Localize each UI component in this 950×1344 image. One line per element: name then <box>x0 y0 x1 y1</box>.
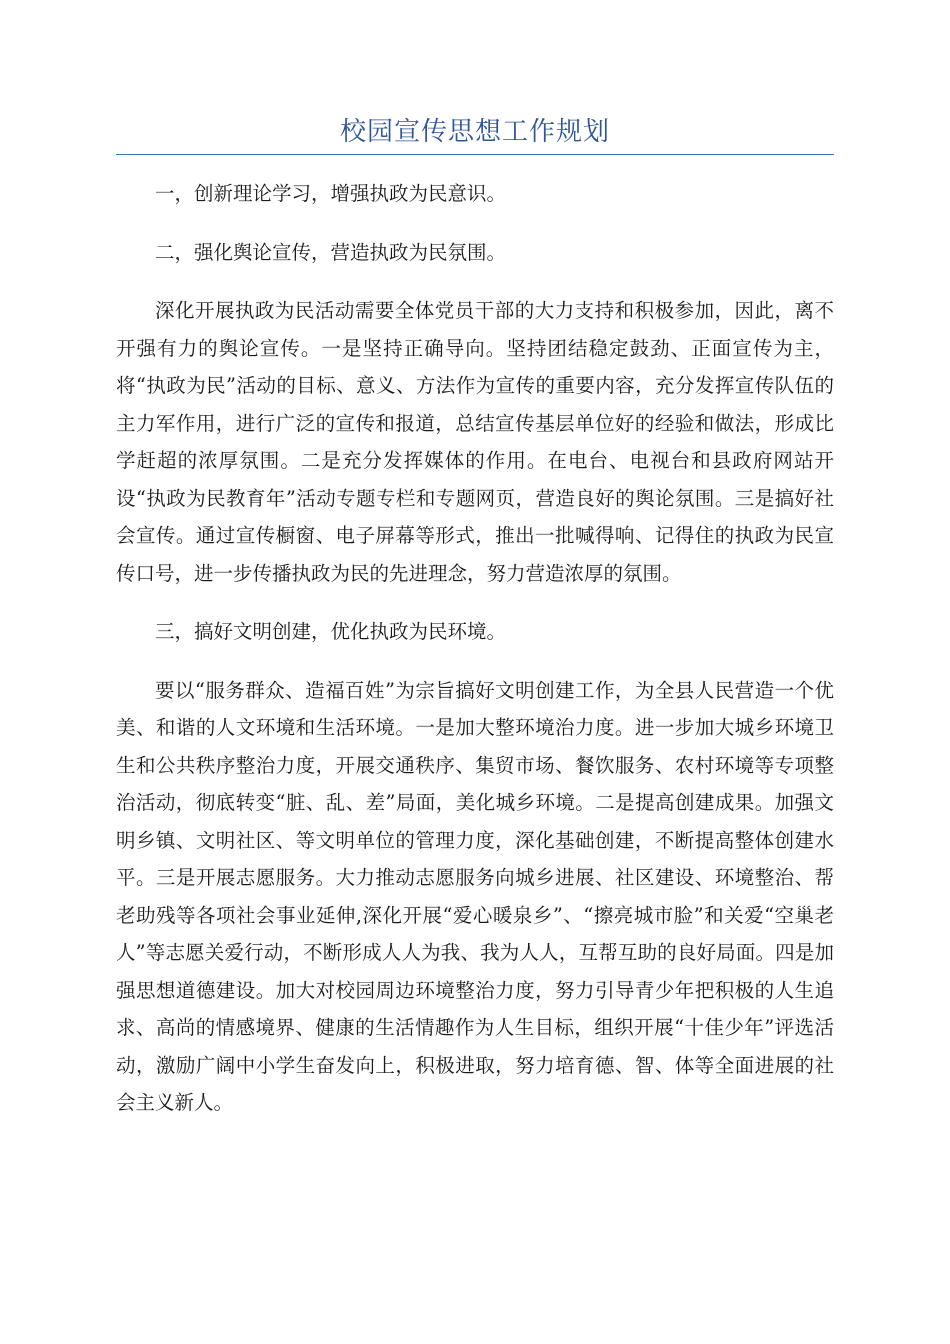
document-title: 校园宣传思想工作规划 <box>339 117 610 147</box>
section-heading-1: 一，创新理论学习，增强执政为民意识。 <box>155 182 507 205</box>
paragraph-spacer <box>116 271 834 292</box>
paragraph-spacer <box>116 592 834 613</box>
title-underline <box>116 154 834 155</box>
section-heading-3: 三，搞好文明创建，优化执政为民环境。 <box>155 620 507 643</box>
body-paragraph-2: 要以“服务群众、造福百姓”为宗旨搞好文明创建工作，为全县人民营造一个优美、和谐的人文环境和生活环境。一是加大整环境治力度。进一步加大城乡环境卫生和公共秩序整治力度，开展交通秩序、集贸市场、餐饮服务、农村环境等专项整治活动，彻底转变“脏、乱、差”局面，美化城乡环境。二是提高创建成果。加强文明乡镇、文明社区、等文明单位的管理力度，深化基础创建，不断提高整体创建水平。三是开展志愿服务。大力推动志愿服务向城乡进展、社区建设、环境整治、帮老助残等各项社会事业延伸,深化开展“爱心暖泉乡”、“擦亮城市脸”和关爱“空巢老人”等志愿关爱行动，不断形成人人为我、我为人人，互帮互助的良好局面。四是加强思想道德建设。加大对校园周边环境整治力度，努力引导青少年把积极的人生追求、高尚的情感境界、健康的生活情趣作为人生目标，组织开展“十佳少年”评选活动，激励广阔中小学生奋发向上，积极进取，努力培育德、智、体等全面进展的社会主义新人。 <box>116 678 834 1114</box>
body-paragraph-1: 深化开展执政为民活动需要全体党员干部的大力支持和积极参加，因此，离不开强有力的舆论宣传。一是坚持正确导向。坚持团结稳定鼓劲、正面宣传为主，将“执政为民”活动的目标、意义、方法作为宣传的重要内容，充分发挥宣传队伍的主力军作用，进行广泛的宣传和报道，总结宣传基层单位好的经验和做法，形成比学赶超的浓厚氛围。二是充分发挥媒体的作用。在电台、电视台和县政府网站开设“执政为民教育年”活动专题专栏和专题网页，营造良好的舆论氛围。三是搞好社会宣传。通过宣传橱窗、电子屏幕等形式，推出一批喊得响、记得住的执政为民宣传口号，进一步传播执政为民的先进理念，努力营造浓厚的氛围。 <box>116 299 834 585</box>
paragraph-spacer <box>116 651 834 672</box>
document-page <box>116 112 834 1122</box>
section-heading-2: 二，强化舆论宣传，营造执政为民氛围。 <box>155 240 507 264</box>
paragraph-spacer <box>116 213 834 234</box>
